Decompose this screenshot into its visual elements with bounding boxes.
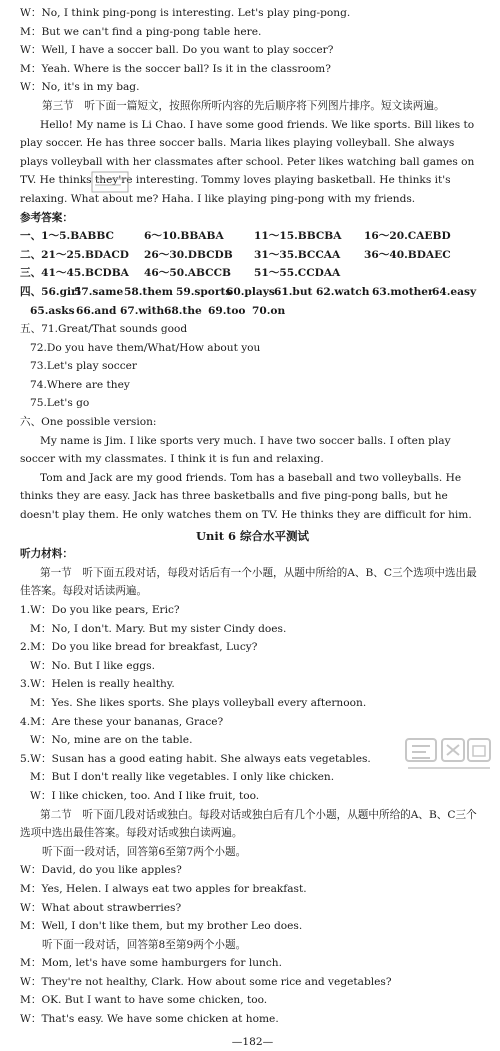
- dialog-line: M：No, I don't. Mary. But my sister Cindy does.: [30, 622, 287, 635]
- section-3-instructions: 第三节 听下面一篇短文，按照你所听内容的先后顺序将下列图片排序。短文读两遍。: [42, 99, 445, 112]
- answer-line: 六、One possible version:: [20, 416, 157, 429]
- answer-item: 26～30.DBCDB: [144, 248, 233, 261]
- answer-item: 46～50.ABCCB: [144, 267, 231, 280]
- answer-item: 57.same: [74, 285, 124, 298]
- answer-item: 61.but: [274, 285, 313, 298]
- sub-instruction: 听下面一段对话，回答第6至第7两个小题。: [42, 845, 247, 858]
- answer-item: 31～35.BCCAA: [254, 248, 341, 261]
- dialog-line: M：OK. But I want to have some chicken, too.: [20, 994, 268, 1007]
- dialog-line: W：No, I think ping-pong is interesting. Let's play ping-pong.: [20, 7, 351, 19]
- answer-item: 16～20.CAEBD: [364, 230, 451, 243]
- answer-item: 62.watch: [316, 285, 370, 298]
- answer-line: 72.Do you have them/What/How about you: [30, 341, 261, 354]
- dialog-line: W：No, mine are on the table.: [30, 734, 193, 747]
- dialog-line: W：They're not healthy, Clark. How about some rice and vegetables?: [20, 975, 392, 988]
- answer-item: 60.plays: [226, 285, 275, 298]
- answer-item: 四、56.girl: [20, 285, 81, 298]
- dialog-line: M：Yes, Helen. I always eat two apples for breakfast.: [20, 882, 307, 895]
- answer-row-3: [20, 264, 485, 283]
- sub-instruction: 听下面一段对话，回答第8至第9两个小题。: [42, 938, 247, 951]
- answer-item: 58.them: [124, 285, 173, 298]
- unit-title: Unit 6 综合水平测试: [195, 528, 310, 543]
- answer-item: 二、21～25.BDACD: [20, 248, 129, 261]
- answer-item: 67.with: [120, 304, 165, 317]
- answer-key-title: 参考答案：: [20, 211, 73, 224]
- answer-item: 59.sports: [176, 285, 232, 298]
- answer-row-5: [20, 302, 485, 321]
- answer-item: 69.too: [208, 304, 246, 317]
- answer-item: 51～55.CCDAA: [254, 267, 341, 280]
- answer-row-2: [20, 246, 485, 265]
- dialog-line: 5.W：Susan has a good eating habit. She always eats vegetables.: [20, 752, 371, 765]
- dialog-line: M：Yes. She likes sports. She plays volleyball every afternoon.: [30, 696, 367, 709]
- answer-row-4: [20, 283, 485, 302]
- answer-item: 63.mother: [372, 285, 434, 298]
- dialog-line: W：That's easy. We have some chicken at home.: [20, 1013, 279, 1026]
- answer-item: 36～40.BDAEC: [364, 248, 451, 261]
- dialog-line: M：Well, I don't like them, but my brother Leo does.: [20, 920, 303, 933]
- answer-item: 11～15.BBCBA: [254, 230, 342, 243]
- answer-line: 五、71.Great/That sounds good: [20, 323, 188, 336]
- essay-paragraph-2: Tom and Jack are my good friends. Tom has a baseball and two volleyballs. He thinks they are easy. Jack has three basketballs and five ping-pong balls, but he doesn't play them. He only watches them on TV. He thinks they are difficult for him.: [20, 471, 472, 522]
- page-number: —182—: [231, 1035, 274, 1048]
- answer-item: 68.the: [164, 304, 202, 317]
- answer-item: 66.and: [76, 304, 117, 317]
- answer-item: 64.easy: [432, 285, 477, 298]
- page-content: [20, 4, 485, 1051]
- dialog-line: W：Well, I have a soccer ball. Do you want to play soccer?: [20, 44, 334, 57]
- listening-passage: Hello! My name is Li Chao. I have some good friends. We like sports. Bill likes to play soccer. He has three soccer balls. Maria likes playing volleyball. She always plays volleyball with her classmates after school. Peter likes watching ball games on TV. He thinks they're interesting. Tommy loves playing basketball. He thinks it's relaxing. What about me? Haha. I like playing ping-pong with my friends.: [20, 118, 475, 205]
- dialog-line: M：But I don't really like vegetables. I only like chicken.: [30, 771, 335, 784]
- dialog-line: W：No. But I like eggs.: [30, 659, 155, 672]
- dialog-line: 3.W：Helen is really healthy.: [20, 678, 175, 691]
- listening-materials-title: 听力材料：: [20, 548, 73, 561]
- dialog-line: 2.M：Do you like bread for breakfast, Lucy?: [20, 641, 258, 654]
- answer-item: 三、41～45.BCDBA: [20, 267, 129, 280]
- essay-paragraph-1: My name is Jim. I like sports very much. I have two soccer balls. I often play soccer with my classmates. I think it is fun and relaxing.: [20, 434, 451, 466]
- answer-item: 一、1～5.BABBC: [20, 230, 114, 243]
- section-2-instructions: 第二节 听下面几段对话或独白。每段对话或独白后有几个小题，从题中所给的A、B、C三个选项中选出最佳答案。每段对话或独白读两遍。: [20, 808, 477, 840]
- answer-item: 65.asks: [30, 304, 75, 317]
- section-1-instructions: 第一节 听下面五段对话，每段对话后有一个小题，从题中所给的A、B、C三个选项中选出最佳答案。每段对话读两遍。: [20, 566, 477, 598]
- answer-item: 6～10.BBABA: [144, 230, 224, 243]
- answer-line: 73.Let's play soccer: [30, 360, 137, 373]
- dialog-line: W：No, it's in my bag.: [20, 81, 140, 94]
- dialog-line: M：But we can't find a ping-pong table here.: [20, 25, 262, 38]
- answer-line: 74.Where are they: [30, 378, 130, 391]
- dialog-line: W：I like chicken, too. And I like fruit, too.: [30, 789, 260, 802]
- answer-line: 75.Let's go: [30, 397, 90, 410]
- answer-item: 70.on: [252, 304, 286, 317]
- dialog-line: W：David, do you like apples?: [20, 864, 182, 877]
- dialog-line: M：Yeah. Where is the soccer ball? Is it in the classroom?: [20, 62, 331, 75]
- dialog-line: 1.W：Do you like pears, Eric?: [20, 604, 180, 616]
- dialog-line: W：What about strawberries?: [20, 901, 182, 914]
- dialog-line: M：Mom, let's have some hamburgers for lunch.: [20, 957, 282, 970]
- answer-row-1: [20, 227, 485, 246]
- watermark-logo-icon: [404, 736, 494, 772]
- dialog-line: 4.M：Are these your bananas, Grace?: [20, 715, 224, 728]
- small-stamp-icon: [91, 171, 129, 193]
